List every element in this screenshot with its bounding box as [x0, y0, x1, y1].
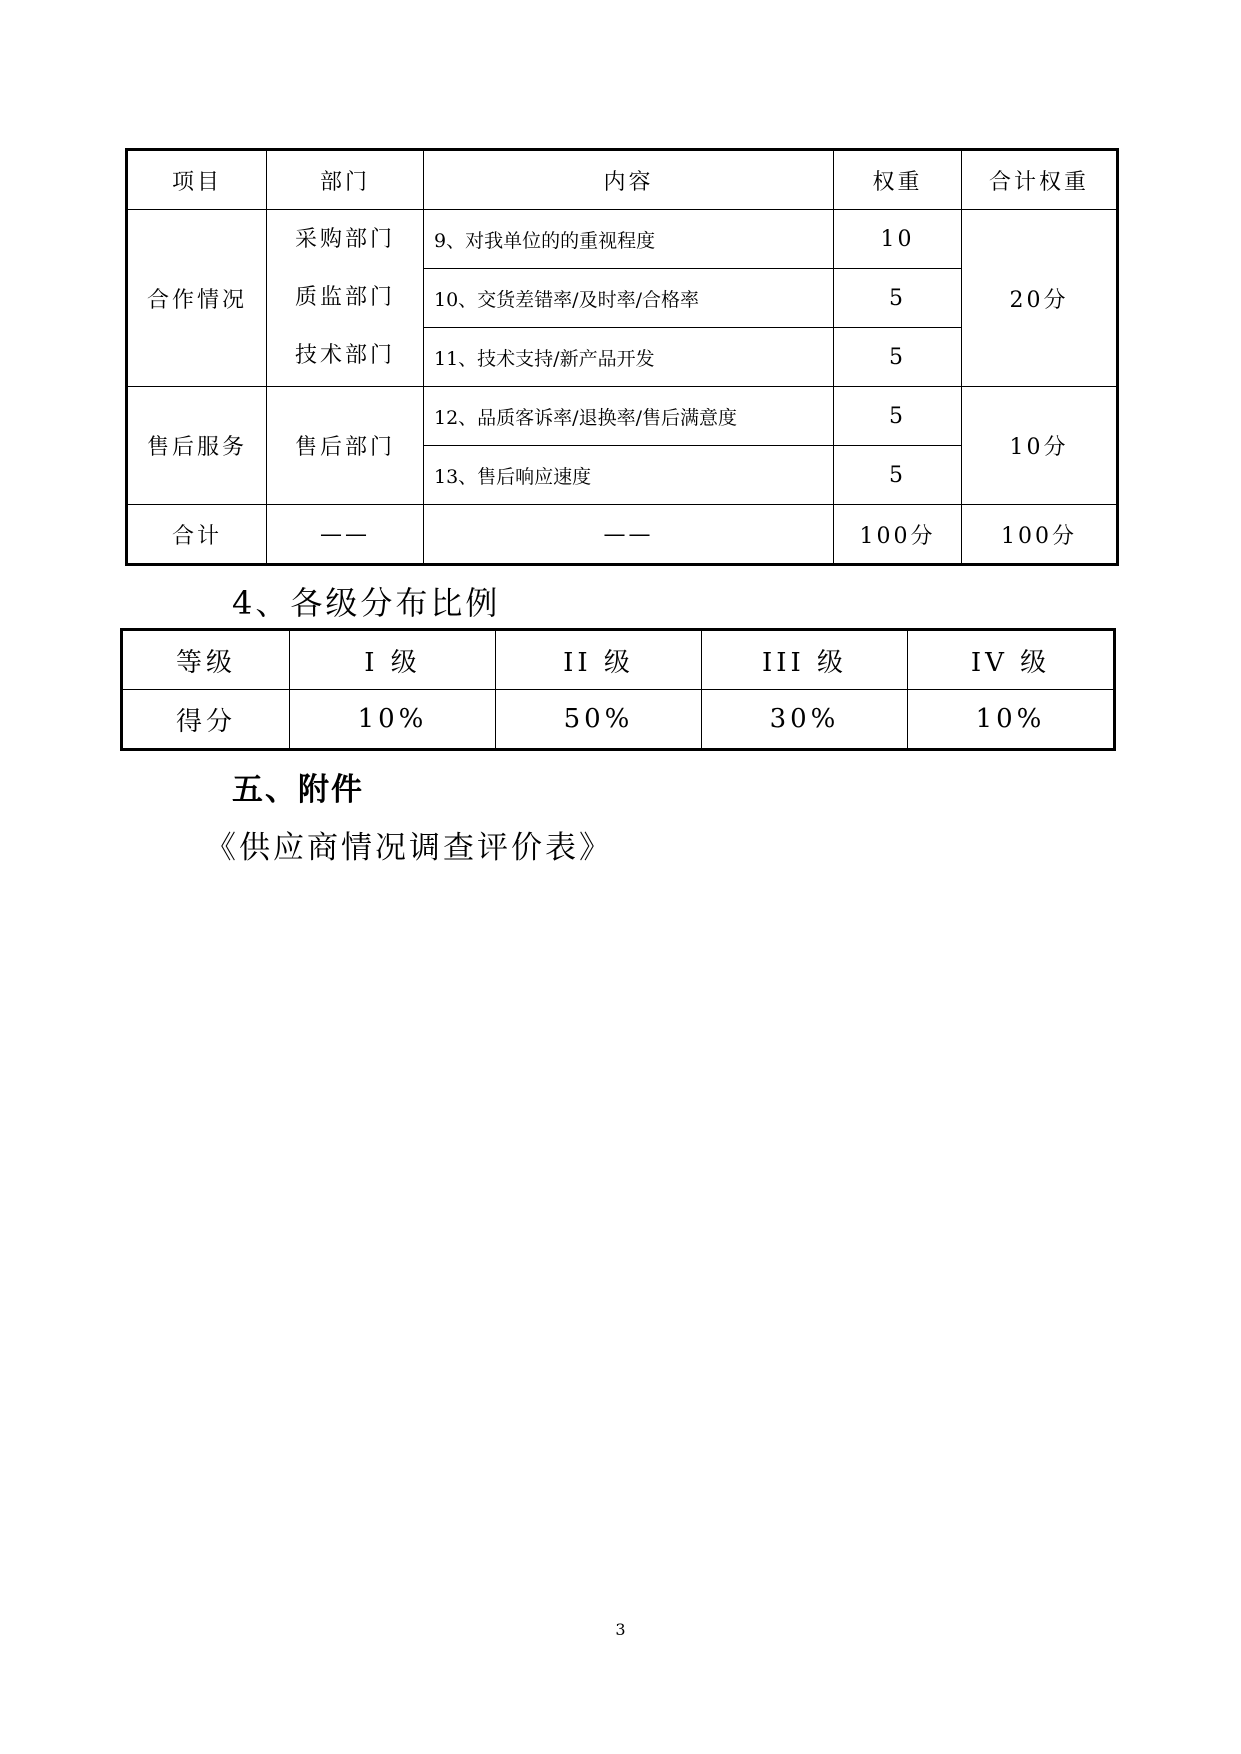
score-row — [122, 690, 1115, 750]
weight-cell: 10 — [834, 210, 962, 269]
content-cell: 13、售后响应速度 — [424, 446, 834, 505]
header-cell: 合计权重 — [962, 150, 1118, 210]
score-cell: 10% — [908, 690, 1115, 750]
grade-distribution-table — [120, 628, 1116, 751]
section-4-heading: 4、各级分布比例 — [232, 584, 501, 622]
sum-content-cell: —— — [424, 505, 834, 565]
item-cell: 售后服务 — [127, 387, 267, 505]
dept-cell: 售后部门 — [267, 387, 424, 505]
content-cell: 10、交货差错率/及时率/合格率 — [424, 269, 834, 328]
table-header-row — [127, 150, 1118, 210]
total-weight-cell: 10分 — [962, 387, 1118, 505]
grade-cell: II 级 — [496, 630, 702, 690]
total-weight-cell: 20分 — [962, 210, 1118, 387]
table-row — [127, 210, 1118, 269]
grade-cell: IV 级 — [908, 630, 1115, 690]
sum-item-cell: 合计 — [127, 505, 267, 565]
sum-total-cell: 100分 — [962, 505, 1118, 565]
content-cell: 9、对我单位的的重视程度 — [424, 210, 834, 269]
weight-cell: 5 — [834, 328, 962, 387]
evaluation-weights-table — [125, 148, 1119, 566]
table-row — [127, 387, 1118, 446]
dept-label: 采购部门 — [294, 227, 395, 252]
page-number: 3 — [615, 1620, 626, 1639]
sum-weight-cell: 100分 — [834, 505, 962, 565]
item-cell: 合作情况 — [127, 210, 267, 387]
content-cell: 11、技术支持/新产品开发 — [424, 328, 834, 387]
weight-cell: 5 — [834, 387, 962, 446]
dept-label: 技术部门 — [294, 343, 395, 368]
grade-cell: III 级 — [702, 630, 908, 690]
sum-row — [127, 505, 1118, 565]
attachment-title: 《供应商情况调查评价表》 — [205, 830, 613, 866]
header-cell: 部门 — [267, 150, 424, 210]
score-cell: 10% — [290, 690, 496, 750]
score-cell: 50% — [496, 690, 702, 750]
header-cell: 权重 — [834, 150, 962, 210]
sum-dept-cell: —— — [267, 505, 424, 565]
weight-cell: 5 — [834, 446, 962, 505]
header-cell: 内容 — [424, 150, 834, 210]
header-cell: 项目 — [127, 150, 267, 210]
score-cell: 得分 — [122, 690, 290, 750]
dept-label: 质监部门 — [294, 285, 395, 310]
content-cell: 12、品质客诉率/退换率/售后满意度 — [424, 387, 834, 446]
section-5-heading: 五、附件 — [232, 772, 364, 808]
dept-cell — [267, 210, 424, 387]
weight-cell: 5 — [834, 269, 962, 328]
grade-row — [122, 630, 1115, 690]
grade-cell: 等级 — [122, 630, 290, 690]
score-cell: 30% — [702, 690, 908, 750]
grade-cell: I 级 — [290, 630, 496, 690]
